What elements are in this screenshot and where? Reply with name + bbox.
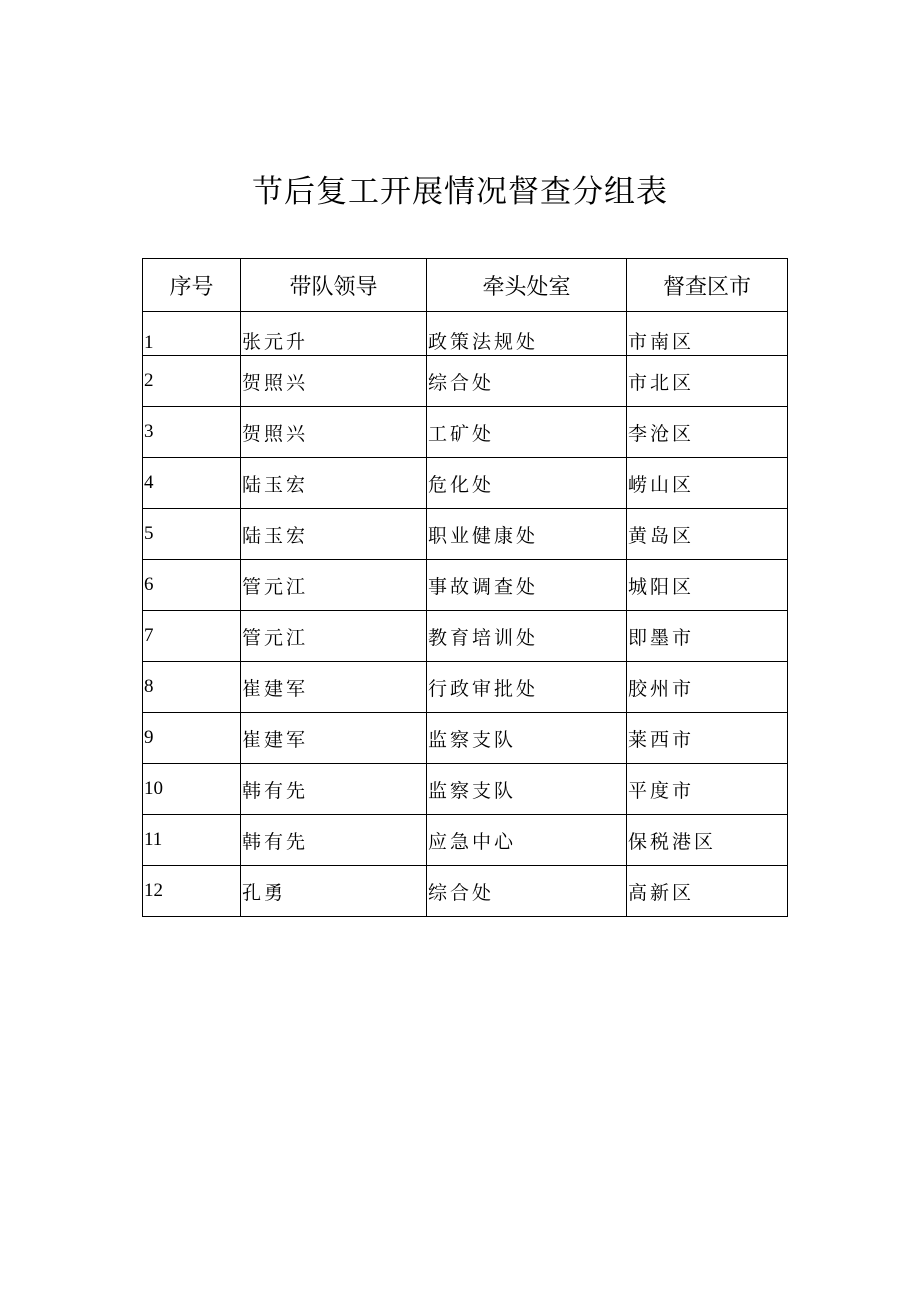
cell-lead-office: 综合处: [427, 356, 627, 407]
cell-district: 高新区: [627, 866, 788, 917]
header-cell-district: 督查区市: [627, 259, 788, 312]
cell-lead-office: 行政审批处: [427, 662, 627, 713]
cell-leader: 张元升: [241, 312, 427, 356]
cell-lead-office: 监察支队: [427, 764, 627, 815]
cell-lead-office: 事故调查处: [427, 560, 627, 611]
cell-leader: 管元江: [241, 560, 427, 611]
cell-lead-office: 政策法规处: [427, 312, 627, 356]
header-cell-index: 序号: [143, 259, 241, 312]
document-title: 节后复工开展情况督查分组表: [252, 174, 668, 210]
table-row: [143, 560, 788, 611]
cell-leader: 管元江: [241, 611, 427, 662]
cell-lead-office: 工矿处: [427, 407, 627, 458]
cell-leader: 韩有先: [241, 815, 427, 866]
cell-index: 6: [143, 560, 241, 611]
cell-index: 1: [143, 312, 241, 356]
cell-index: 7: [143, 611, 241, 662]
cell-district: 黄岛区: [627, 509, 788, 560]
cell-district: 城阳区: [627, 560, 788, 611]
header-cell-lead-office: 牵头处室: [427, 259, 627, 312]
cell-leader: 贺照兴: [241, 356, 427, 407]
cell-index: 3: [143, 407, 241, 458]
table-row: [143, 611, 788, 662]
cell-district: 即墨市: [627, 611, 788, 662]
table-row: [143, 509, 788, 560]
inspection-group-table: [142, 258, 788, 917]
cell-index: 8: [143, 662, 241, 713]
cell-district: 莱西市: [627, 713, 788, 764]
cell-index: 4: [143, 458, 241, 509]
cell-leader: 孔勇: [241, 866, 427, 917]
cell-index: 11: [143, 815, 241, 866]
cell-leader: 崔建军: [241, 662, 427, 713]
cell-lead-office: 应急中心: [427, 815, 627, 866]
cell-index: 9: [143, 713, 241, 764]
cell-leader: 陆玉宏: [241, 458, 427, 509]
table-row: [143, 458, 788, 509]
cell-index: 2: [143, 356, 241, 407]
table-row: [143, 662, 788, 713]
cell-lead-office: 危化处: [427, 458, 627, 509]
header-cell-leader: 带队领导: [241, 259, 427, 312]
cell-index: 10: [143, 764, 241, 815]
cell-district: 市北区: [627, 356, 788, 407]
cell-leader: 崔建军: [241, 713, 427, 764]
cell-district: 李沧区: [627, 407, 788, 458]
cell-lead-office: 职业健康处: [427, 509, 627, 560]
cell-district: 市南区: [627, 312, 788, 356]
cell-lead-office: 监察支队: [427, 713, 627, 764]
table-header-row: [143, 259, 788, 312]
table-row: [143, 815, 788, 866]
cell-index: 5: [143, 509, 241, 560]
cell-district: 保税港区: [627, 815, 788, 866]
cell-district: 崂山区: [627, 458, 788, 509]
cell-leader: 陆玉宏: [241, 509, 427, 560]
table-row: [143, 356, 788, 407]
table-row: [143, 407, 788, 458]
table-row: [143, 764, 788, 815]
table-row: [143, 866, 788, 917]
cell-leader: 贺照兴: [241, 407, 427, 458]
table-row: [143, 312, 788, 356]
cell-district: 胶州市: [627, 662, 788, 713]
cell-district: 平度市: [627, 764, 788, 815]
cell-lead-office: 综合处: [427, 866, 627, 917]
table-row: [143, 713, 788, 764]
cell-leader: 韩有先: [241, 764, 427, 815]
cell-lead-office: 教育培训处: [427, 611, 627, 662]
cell-index: 12: [143, 866, 241, 917]
